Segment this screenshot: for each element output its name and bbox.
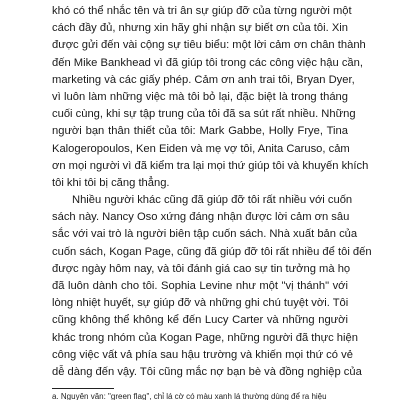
text-line: cuốn sách, Kogan Page, cũng đã giúp đỡ tôi rất nhiều để tôi đến: [52, 245, 372, 258]
text-line: Kalogeropoulos, Ken Eiden và mẹ vợ tôi, Anita Caruso, cảm: [52, 142, 350, 155]
text-line: vì luôn làm những việc mà tôi bỏ lại, đặc biệt là trong tháng: [52, 90, 348, 103]
text-line: đến Mike Bankhead vì đã giúp tôi trong các công việc hậu cần,: [52, 56, 363, 69]
text-line: công việc vất vả phía sau hậu trường và khiến mọi thứ có vẻ: [52, 348, 353, 361]
text-line: dễ dàng đến vậy. Tôi cũng mắc nợ bạn bè và đồng nghiệp của: [52, 365, 362, 378]
footnote-divider: [52, 388, 114, 389]
text-line: marketing và các giấy phép. Cảm ơn anh trai tôi, Bryan Dyer,: [52, 73, 355, 86]
text-line: được gửi đến vài cộng sự tiêu biểu: một lời cảm ơn chân thành: [52, 39, 366, 52]
text-line: được ngày hôm nay, và tôi đánh giá cao sự tin tưởng mà họ: [52, 262, 351, 275]
text-line: cuối cùng, khi sự tập trung của tôi đã sa sút rất nhiều. Những: [52, 108, 356, 121]
text-line: tôi khi tôi bị căng thẳng.: [52, 176, 170, 189]
footnote: a. Nguyên văn: "green flag", chỉ lá cờ có màu xanh lá thường dùng để ra hiệu: [52, 392, 327, 400]
text-line: lòng nhiệt huyết, sự giúp đỡ và những ghi chú tuyệt vời. Tôi: [52, 297, 349, 310]
body-text: [52, 3, 372, 381]
text-line: sách này. Nancy Oso xứng đáng nhận được lời cảm ơn sâu: [52, 211, 350, 224]
text-line: ơn mọi người vì đã kiểm tra lại mọi thứ giúp tôi và khuyến khích: [52, 159, 369, 172]
text-line: Nhiều người khác cũng đã giúp đỡ tôi rất nhiều với cuốn: [72, 194, 353, 207]
text-line: đã luôn dành cho tôi. Sophia Levine như một "vị thánh" với: [52, 280, 348, 292]
text-line: cách đầy đủ, nhưng xin hãy ghi nhận sự biết ơn của tôi. Xin: [52, 22, 348, 35]
text-line: cũng không thể không kể đến Lucy Carter và những người: [52, 314, 348, 327]
text-line: khó có thể nhắc tên và tri ân sự giúp đỡ của từng người một: [52, 5, 352, 17]
text-line: người bạn thân thiết của tôi: Mark Gabbe, Holly Frye, Tina: [52, 125, 348, 138]
text-line: khác trong nhóm của Kogan Page, những người đã thực hiện: [52, 331, 358, 344]
text-line: sắc với vai trò là người biên tập cuốn sách. Nhà xuất bản của: [52, 228, 358, 241]
